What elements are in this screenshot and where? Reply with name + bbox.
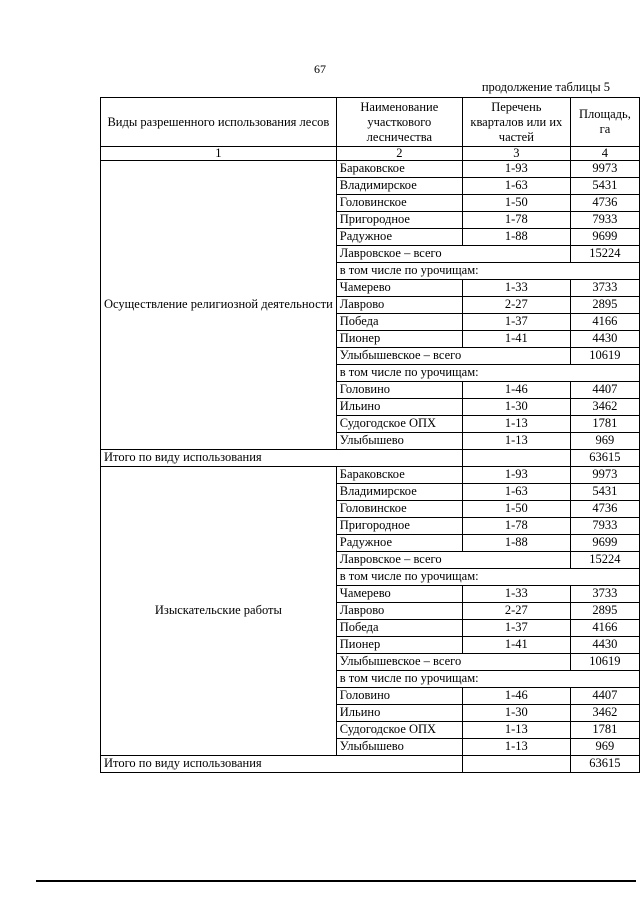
column-number: 3 xyxy=(462,147,570,161)
area-cell: 4736 xyxy=(570,501,639,518)
quarters-cell: 1-13 xyxy=(462,739,570,756)
area-cell: 9973 xyxy=(570,467,639,484)
total-empty-cell xyxy=(462,756,570,773)
quarters-cell: 1-30 xyxy=(462,705,570,722)
area-cell: 4407 xyxy=(570,382,639,399)
subgroup-label: в том числе по урочищам: xyxy=(336,263,639,280)
quarters-cell: 1-63 xyxy=(462,178,570,195)
area-cell: 7933 xyxy=(570,518,639,535)
column-number: 2 xyxy=(336,147,462,161)
total-row xyxy=(101,450,640,467)
total-empty-cell xyxy=(462,450,570,467)
table-continued-label: продолжение таблицы 5 xyxy=(481,80,610,94)
area-cell: 9973 xyxy=(570,161,639,178)
forestry-name-cell: Лаврово xyxy=(336,603,462,620)
area-cell: 1781 xyxy=(570,416,639,433)
quarters-cell: 1-78 xyxy=(462,518,570,535)
forestry-name-cell: Бараковское xyxy=(336,467,462,484)
quarters-cell: 1-13 xyxy=(462,722,570,739)
area-cell: 15224 xyxy=(570,246,639,263)
area-cell: 4430 xyxy=(570,331,639,348)
forestry-name-cell: Чамерево xyxy=(336,280,462,297)
forestry-name-cell: Головино xyxy=(336,688,462,705)
quarters-cell: 1-88 xyxy=(462,535,570,552)
forestry-name-cell: Пионер xyxy=(336,637,462,654)
subgroup-label: в том числе по урочищам: xyxy=(336,671,639,688)
quarters-cell: 1-93 xyxy=(462,161,570,178)
forestry-name-cell: Судогодское ОПХ xyxy=(336,416,462,433)
forestry-name-cell: Головино xyxy=(336,382,462,399)
area-cell: 9699 xyxy=(570,229,639,246)
forestry-total-name: Лавровское – всего xyxy=(336,552,570,569)
quarters-cell: 1-50 xyxy=(462,195,570,212)
forestry-total-name: Улыбышевское – всего xyxy=(336,348,570,365)
forestry-name-cell: Улыбышево xyxy=(336,433,462,450)
quarters-cell: 1-46 xyxy=(462,688,570,705)
area-cell: 969 xyxy=(570,739,639,756)
quarters-cell: 1-41 xyxy=(462,331,570,348)
area-cell: 5431 xyxy=(570,484,639,501)
quarters-cell: 2-27 xyxy=(462,603,570,620)
quarters-cell: 1-33 xyxy=(462,586,570,603)
area-cell: 4430 xyxy=(570,637,639,654)
forestry-name-cell: Улыбышево xyxy=(336,739,462,756)
forestry-total-name: Улыбышевское – всего xyxy=(336,654,570,671)
header-area: Площадь, га xyxy=(570,98,639,147)
total-area: 63615 xyxy=(570,756,639,773)
forest-use-table xyxy=(100,97,640,773)
quarters-cell: 1-37 xyxy=(462,314,570,331)
area-cell: 2895 xyxy=(570,603,639,620)
forestry-name-cell: Ильино xyxy=(336,399,462,416)
quarters-cell: 1-88 xyxy=(462,229,570,246)
area-cell: 4166 xyxy=(570,314,639,331)
forestry-name-cell: Радужное xyxy=(336,535,462,552)
total-label: Итого по виду использования xyxy=(101,450,463,467)
area-cell: 3733 xyxy=(570,586,639,603)
table-row xyxy=(101,467,640,484)
forestry-name-cell: Лаврово xyxy=(336,297,462,314)
header-forestry-name: Наименование участкового лесничества xyxy=(336,98,462,147)
area-cell: 4407 xyxy=(570,688,639,705)
total-area: 63615 xyxy=(570,450,639,467)
quarters-cell: 1-46 xyxy=(462,382,570,399)
forestry-name-cell: Пригородное xyxy=(336,518,462,535)
page-number: 67 xyxy=(314,62,326,76)
quarters-cell: 1-30 xyxy=(462,399,570,416)
quarters-cell: 1-93 xyxy=(462,467,570,484)
subgroup-label: в том числе по урочищам: xyxy=(336,365,639,382)
forestry-name-cell: Владимирское xyxy=(336,484,462,501)
header-quarters: Перечень кварталов или их частей xyxy=(462,98,570,147)
subgroup-label: в том числе по урочищам: xyxy=(336,569,639,586)
page-bottom-rule xyxy=(36,880,636,882)
area-cell: 2895 xyxy=(570,297,639,314)
table-header-row xyxy=(101,98,640,147)
table-row xyxy=(101,161,640,178)
area-cell: 10619 xyxy=(570,348,639,365)
header-use-type: Виды разрешенного использования лесов xyxy=(101,98,337,147)
column-number-row xyxy=(101,147,640,161)
quarters-cell: 1-50 xyxy=(462,501,570,518)
quarters-cell: 1-78 xyxy=(462,212,570,229)
area-cell: 4736 xyxy=(570,195,639,212)
column-number: 4 xyxy=(570,147,639,161)
area-cell: 15224 xyxy=(570,552,639,569)
forestry-total-name: Лавровское – всего xyxy=(336,246,570,263)
quarters-cell: 1-41 xyxy=(462,637,570,654)
area-cell: 3462 xyxy=(570,705,639,722)
area-cell: 9699 xyxy=(570,535,639,552)
forestry-name-cell: Судогодское ОПХ xyxy=(336,722,462,739)
total-label: Итого по виду использования xyxy=(101,756,463,773)
forestry-name-cell: Победа xyxy=(336,314,462,331)
area-cell: 7933 xyxy=(570,212,639,229)
area-cell: 4166 xyxy=(570,620,639,637)
forestry-name-cell: Радужное xyxy=(336,229,462,246)
quarters-cell: 1-63 xyxy=(462,484,570,501)
forestry-name-cell: Бараковское xyxy=(336,161,462,178)
area-cell: 969 xyxy=(570,433,639,450)
forestry-name-cell: Головинское xyxy=(336,501,462,518)
forestry-name-cell: Ильино xyxy=(336,705,462,722)
area-cell: 1781 xyxy=(570,722,639,739)
area-cell: 10619 xyxy=(570,654,639,671)
quarters-cell: 2-27 xyxy=(462,297,570,314)
forestry-name-cell: Победа xyxy=(336,620,462,637)
quarters-cell: 1-37 xyxy=(462,620,570,637)
area-cell: 3462 xyxy=(570,399,639,416)
quarters-cell: 1-13 xyxy=(462,433,570,450)
forestry-name-cell: Чамерево xyxy=(336,586,462,603)
forestry-name-cell: Пригородное xyxy=(336,212,462,229)
area-cell: 3733 xyxy=(570,280,639,297)
forestry-name-cell: Владимирское xyxy=(336,178,462,195)
use-type-cell: Изыскательские работы xyxy=(101,467,337,756)
quarters-cell: 1-13 xyxy=(462,416,570,433)
total-row xyxy=(101,756,640,773)
use-type-cell: Осуществление религиозной деятельности xyxy=(101,161,337,450)
forestry-name-cell: Головинское xyxy=(336,195,462,212)
column-number: 1 xyxy=(101,147,337,161)
forestry-name-cell: Пионер xyxy=(336,331,462,348)
quarters-cell: 1-33 xyxy=(462,280,570,297)
area-cell: 5431 xyxy=(570,178,639,195)
